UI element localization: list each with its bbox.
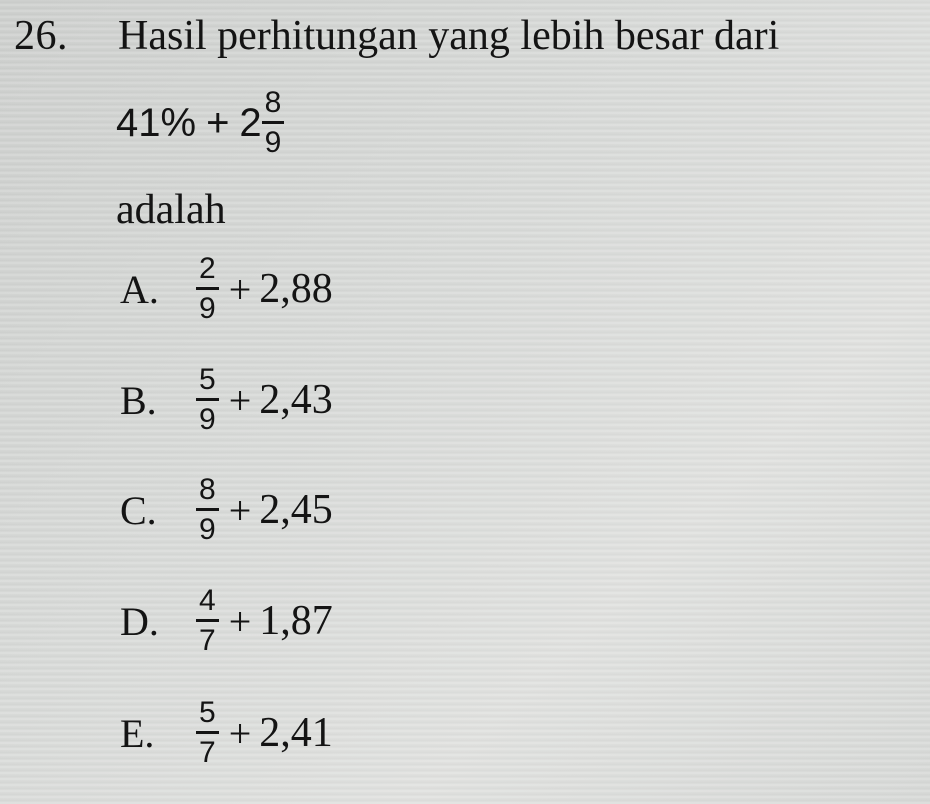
option-decimal: 2,41 xyxy=(259,710,333,756)
option-b[interactable] xyxy=(120,355,333,445)
option-denominator: 9 xyxy=(199,292,216,325)
expression-whole: 2 xyxy=(239,100,262,145)
option-e[interactable] xyxy=(120,688,333,778)
expression-percent: 41% xyxy=(116,100,197,145)
option-numerator: 8 xyxy=(196,475,219,511)
option-letter: B. xyxy=(120,377,157,423)
option-denominator: 9 xyxy=(199,513,216,546)
option-denominator: 7 xyxy=(199,736,216,769)
option-letter: D. xyxy=(120,598,159,644)
option-plus: + xyxy=(228,266,252,312)
option-decimal: 1,87 xyxy=(259,598,333,644)
option-numerator: 5 xyxy=(196,698,219,734)
option-plus: + xyxy=(228,710,252,756)
question-number: 26. xyxy=(14,13,68,59)
expression-fraction xyxy=(262,88,285,158)
option-letter: C. xyxy=(120,487,157,533)
option-denominator: 9 xyxy=(199,403,216,436)
option-plus: + xyxy=(228,598,252,644)
option-fraction xyxy=(196,365,219,435)
expression-denominator: 9 xyxy=(264,126,282,159)
option-plus: + xyxy=(228,487,252,533)
expression-plus: + xyxy=(206,100,230,145)
option-decimal: 2,88 xyxy=(259,266,333,312)
option-decimal: 2,43 xyxy=(259,377,333,423)
question-suffix: adalah xyxy=(116,187,226,233)
question-expression xyxy=(116,78,284,168)
option-c[interactable] xyxy=(120,465,333,555)
option-numerator: 5 xyxy=(196,365,219,401)
question-text: Hasil perhitungan yang lebih besar dari xyxy=(118,13,780,59)
option-numerator: 2 xyxy=(196,254,219,290)
option-numerator: 4 xyxy=(196,586,219,622)
option-plus: + xyxy=(228,377,252,423)
option-letter: A. xyxy=(120,266,159,312)
option-d[interactable] xyxy=(120,576,333,666)
option-fraction xyxy=(196,586,219,656)
option-fraction xyxy=(196,254,219,324)
expression-numerator: 8 xyxy=(262,88,285,124)
option-denominator: 7 xyxy=(199,624,216,657)
option-fraction xyxy=(196,475,219,545)
option-letter: E. xyxy=(120,710,155,756)
option-fraction xyxy=(196,698,219,768)
option-a[interactable] xyxy=(120,244,333,334)
option-decimal: 2,45 xyxy=(259,487,333,533)
